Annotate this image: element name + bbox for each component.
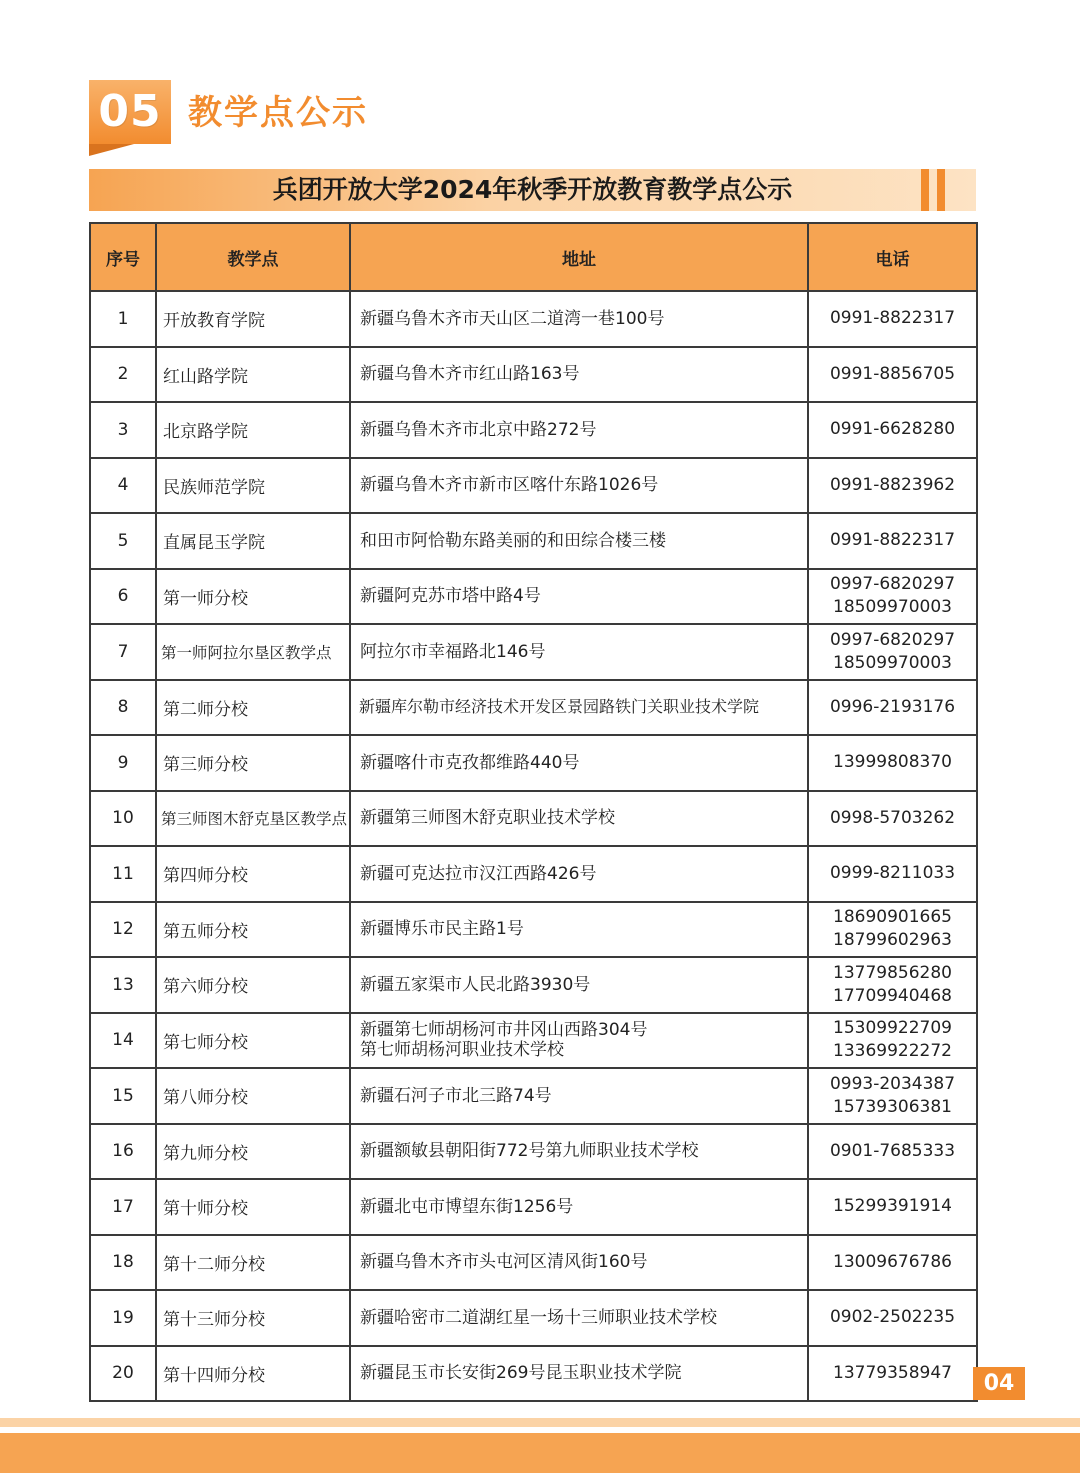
cell-no: 11 (90, 846, 156, 902)
address-line: 和田市阿恰勒东路美丽的和田综合楼三楼 (360, 530, 666, 551)
cell-phone (808, 513, 977, 569)
cell-teaching-point: 红山路学院 (156, 347, 350, 403)
phone-line: 13369922272 (833, 1041, 952, 1062)
cell-no: 19 (90, 1290, 156, 1346)
address-line: 新疆额敏县朝阳街772号第九师职业技术学校 (360, 1141, 699, 1162)
address-line: 新疆可克达拉市汉江西路426号 (360, 863, 597, 884)
cell-phone (808, 624, 977, 680)
cell-no: 8 (90, 680, 156, 736)
cell-address (350, 902, 808, 958)
cell-teaching-point: 开放教育学院 (156, 291, 350, 347)
address-line: 新疆乌鲁木齐市新市区喀什东路1026号 (360, 475, 659, 496)
cell-no: 15 (90, 1068, 156, 1124)
address-line: 新疆昆玉市长安街269号昆玉职业技术学院 (360, 1363, 682, 1384)
address-line: 新疆博乐市民主路1号 (360, 919, 524, 940)
cell-phone (808, 791, 977, 847)
table-row (90, 1124, 977, 1180)
cell-address (350, 735, 808, 791)
cell-address (350, 458, 808, 514)
phone-line: 18799602963 (833, 930, 952, 951)
cell-address (350, 1124, 808, 1180)
address-line: 新疆五家渠市人民北路3930号 (360, 974, 591, 995)
cell-phone (808, 1124, 977, 1180)
cell-address (350, 846, 808, 902)
cell-teaching-point: 第十四师分校 (156, 1346, 350, 1402)
table-row (90, 1068, 977, 1124)
cell-phone (808, 1235, 977, 1291)
table-row (90, 458, 977, 514)
section-badge (89, 80, 171, 144)
cell-phone (808, 1068, 977, 1124)
banner-bar-decoration (921, 169, 929, 211)
cell-phone (808, 402, 977, 458)
cell-teaching-point: 第四师分校 (156, 846, 350, 902)
teaching-points-table (89, 222, 978, 1402)
cell-phone (808, 902, 977, 958)
document-title-banner (89, 169, 976, 211)
cell-address (350, 1290, 808, 1346)
table-row (90, 1346, 977, 1402)
footer-band (0, 1433, 1080, 1473)
cell-teaching-point: 第八师分校 (156, 1068, 350, 1124)
table-header-row (90, 223, 977, 291)
phone-line: 0996-2193176 (829, 696, 956, 717)
table-body (90, 291, 977, 1401)
cell-no: 13 (90, 957, 156, 1013)
cell-teaching-point: 第十三师分校 (156, 1290, 350, 1346)
table-row (90, 735, 977, 791)
address-line: 新疆第三师图木舒克职业技术学校 (360, 808, 615, 829)
table-row (90, 347, 977, 403)
phone-line: 15309922709 (833, 1018, 952, 1039)
address-line: 新疆哈密市二道湖红星一场十三师职业技术学校 (360, 1307, 717, 1328)
header-no: 序号 (90, 223, 156, 291)
table-row (90, 902, 977, 958)
phone-line: 18509970003 (833, 597, 952, 618)
cell-phone (808, 846, 977, 902)
table-row (90, 291, 977, 347)
phone-line: 0991-8823962 (829, 474, 956, 495)
phone-line: 0991-6628280 (829, 419, 956, 440)
cell-no: 17 (90, 1179, 156, 1235)
cell-teaching-point: 第七师分校 (156, 1013, 350, 1069)
cell-address (350, 957, 808, 1013)
section-title: 教学点公示 (188, 93, 368, 133)
phone-line: 15739306381 (833, 1096, 952, 1117)
cell-no: 20 (90, 1346, 156, 1402)
table-row (90, 957, 977, 1013)
cell-phone (808, 1013, 977, 1069)
cell-no: 10 (90, 791, 156, 847)
cell-no: 7 (90, 624, 156, 680)
cell-teaching-point: 第三师图木舒克垦区教学点 (156, 791, 350, 847)
address-line: 新疆阿克苏市塔中路4号 (360, 586, 541, 607)
cell-teaching-point: 北京路学院 (156, 402, 350, 458)
cell-teaching-point: 第十师分校 (156, 1179, 350, 1235)
cell-phone (808, 957, 977, 1013)
cell-teaching-point: 第二师分校 (156, 680, 350, 736)
table-row (90, 846, 977, 902)
footer-stripe (0, 1418, 1080, 1427)
cell-address (350, 402, 808, 458)
teaching-points-table-wrap (89, 222, 976, 1402)
document-title: 兵团开放大学2024年秋季开放教育教学点公示 (272, 175, 793, 204)
cell-no: 4 (90, 458, 156, 514)
cell-phone (808, 458, 977, 514)
address-line: 新疆乌鲁木齐市头屯河区清风街160号 (360, 1252, 648, 1273)
phone-line: 0997-6820297 (829, 629, 956, 650)
cell-address (350, 680, 808, 736)
cell-address (350, 1235, 808, 1291)
address-line: 新疆石河子市北三路74号 (360, 1085, 552, 1106)
address-line: 新疆乌鲁木齐市天山区二道湾一巷100号 (360, 308, 665, 329)
phone-line: 0999-8211033 (829, 863, 956, 884)
cell-phone (808, 569, 977, 625)
cell-no: 3 (90, 402, 156, 458)
cell-teaching-point: 第十二师分校 (156, 1235, 350, 1291)
phone-line: 18690901665 (833, 907, 952, 928)
phone-line: 0993-2034387 (829, 1073, 956, 1094)
header-teaching-point: 教学点 (156, 223, 350, 291)
address-line: 阿拉尔市幸福路北146号 (360, 641, 546, 662)
cell-no: 5 (90, 513, 156, 569)
phone-line: 18509970003 (833, 652, 952, 673)
phone-line: 0991-8822317 (829, 530, 956, 551)
table-row (90, 1013, 977, 1069)
page-number: 04 (973, 1367, 1025, 1400)
address-line: 新疆乌鲁木齐市北京中路272号 (360, 419, 597, 440)
table-row (90, 402, 977, 458)
cell-teaching-point: 民族师范学院 (156, 458, 350, 514)
address-line: 第七师胡杨河职业技术学校 (360, 1040, 564, 1061)
address-line: 新疆库尔勒市经济技术开发区景园路铁门关职业技术学院 (359, 697, 760, 717)
cell-phone (808, 1179, 977, 1235)
table-row (90, 624, 977, 680)
phone-line: 13779358947 (833, 1362, 952, 1383)
phone-line: 0991-8822317 (829, 308, 956, 329)
cell-teaching-point: 第六师分校 (156, 957, 350, 1013)
phone-line: 17709940468 (833, 985, 952, 1006)
cell-teaching-point: 第九师分校 (156, 1124, 350, 1180)
cell-teaching-point: 直属昆玉学院 (156, 513, 350, 569)
cell-address (350, 291, 808, 347)
header-address: 地址 (350, 223, 808, 291)
cell-teaching-point: 第一师阿拉尔垦区教学点 (156, 624, 350, 680)
cell-address (350, 1013, 808, 1069)
cell-phone (808, 291, 977, 347)
banner-bar-decoration (937, 169, 945, 211)
cell-no: 9 (90, 735, 156, 791)
phone-line: 13009676786 (833, 1251, 952, 1272)
cell-no: 16 (90, 1124, 156, 1180)
cell-address (350, 624, 808, 680)
cell-address (350, 1068, 808, 1124)
header-phone: 电话 (808, 223, 977, 291)
cell-no: 14 (90, 1013, 156, 1069)
section-number: 05 (98, 86, 162, 137)
table-row (90, 513, 977, 569)
cell-address (350, 347, 808, 403)
cell-phone (808, 735, 977, 791)
cell-teaching-point: 第三师分校 (156, 735, 350, 791)
cell-no: 2 (90, 347, 156, 403)
table-row (90, 1290, 977, 1346)
table-row (90, 1235, 977, 1291)
cell-no: 12 (90, 902, 156, 958)
cell-phone (808, 1290, 977, 1346)
phone-line: 13779856280 (833, 962, 952, 983)
phone-line: 0902-2502235 (829, 1307, 956, 1328)
cell-address (350, 1179, 808, 1235)
cell-teaching-point: 第五师分校 (156, 902, 350, 958)
cell-no: 6 (90, 569, 156, 625)
cell-address (350, 791, 808, 847)
table-row (90, 1179, 977, 1235)
address-line: 新疆北屯市博望东街1256号 (360, 1196, 574, 1217)
cell-address (350, 569, 808, 625)
cell-teaching-point: 第一师分校 (156, 569, 350, 625)
table-row (90, 791, 977, 847)
phone-line: 13999808370 (833, 752, 952, 773)
phone-line: 0901-7685333 (829, 1140, 956, 1161)
cell-phone (808, 347, 977, 403)
address-line: 新疆第七师胡杨河市井冈山西路304号 (360, 1020, 648, 1041)
cell-phone (808, 1346, 977, 1402)
cell-no: 18 (90, 1235, 156, 1291)
address-line: 新疆乌鲁木齐市红山路163号 (360, 364, 580, 385)
table-row (90, 569, 977, 625)
table-row (90, 680, 977, 736)
cell-address (350, 1346, 808, 1402)
cell-no: 1 (90, 291, 156, 347)
address-line: 新疆喀什市克孜都维路440号 (360, 752, 580, 773)
cell-address (350, 513, 808, 569)
phone-line: 0991-8856705 (829, 363, 956, 384)
cell-phone (808, 680, 977, 736)
phone-line: 15299391914 (833, 1196, 952, 1217)
phone-line: 0998-5703262 (829, 807, 956, 828)
phone-line: 0997-6820297 (829, 574, 956, 595)
